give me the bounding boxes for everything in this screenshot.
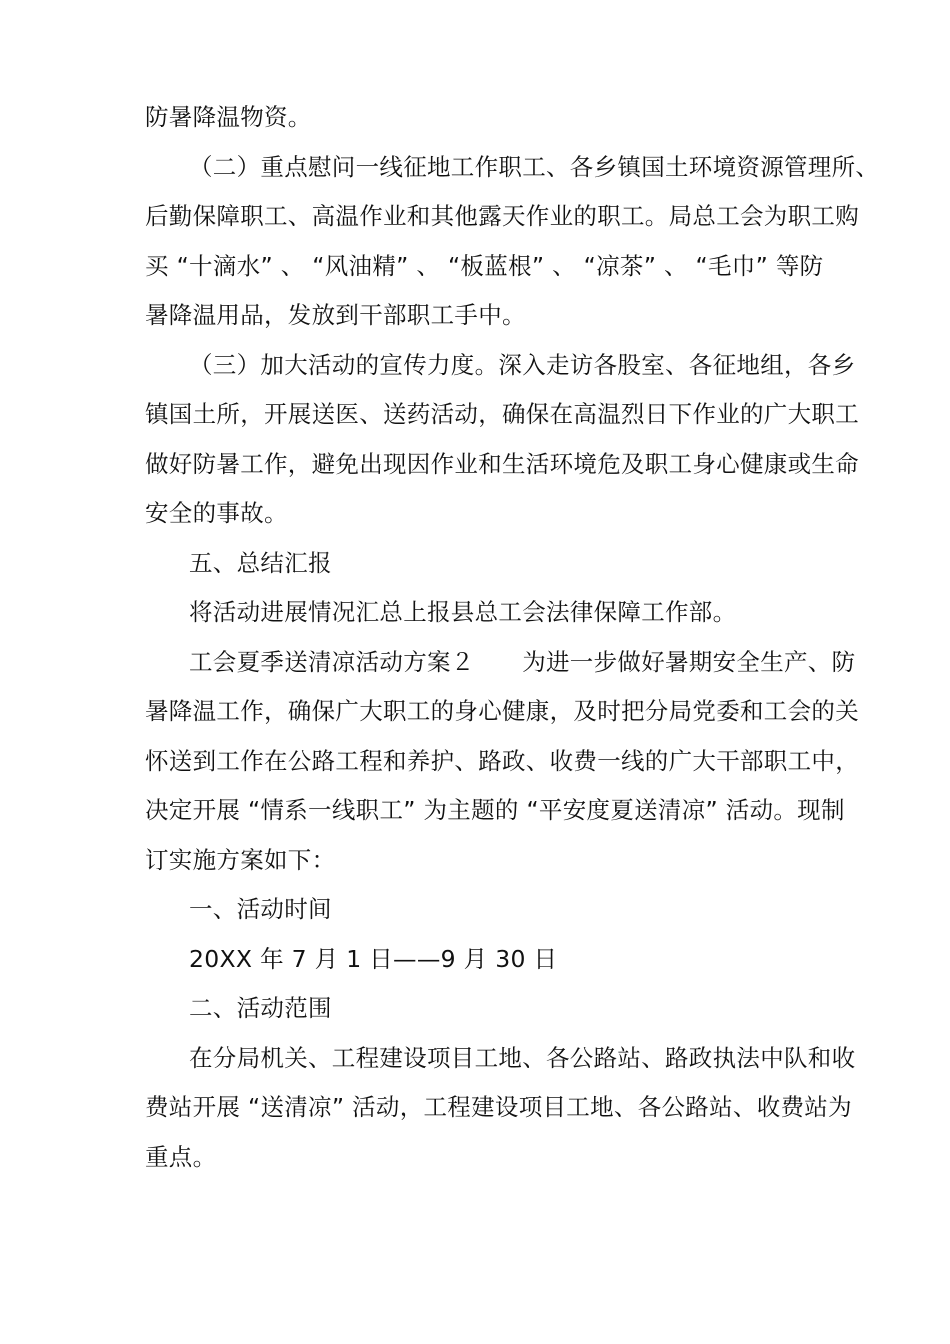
text-line: 将活动进展情况汇总上报县总工会法律保障工作部。 — [189, 598, 737, 626]
text-line: 订实施方案如下： — [145, 845, 336, 874]
text-line: 防暑降温物资。 — [145, 103, 312, 131]
text-line: 重点。 — [145, 1142, 217, 1171]
text-line: 暑降温工作，确保广大职工的身心健康，及时把分局党委和工会的关 — [145, 697, 859, 725]
text-line: 后勤保障职工、高温作业和其他露天作业的职工。局总工会为职工购 — [145, 202, 859, 230]
text-line: 暑降温用品，发放到干部职工手中。 — [145, 301, 526, 329]
text-line: （三）加大活动的宣传力度。深入走访各股室、各征地组，各乡 — [189, 350, 856, 379]
text-line: 在分局机关、工程建设项目工地、各公路站、路政执法中队和收 — [189, 1043, 856, 1072]
text-line: （二）重点慰问一线征地工作职工、各乡镇国土环境资源管理所、 — [189, 152, 880, 181]
text-line: 一、活动时间 — [189, 895, 332, 923]
text-line: 五、总结汇报 — [189, 548, 332, 577]
text-line: 20XX 年 7 月 1 日——9 月 30 日 — [189, 944, 558, 973]
document-body — [145, 93, 880, 1182]
text-line: 决定开展 “情系一线职工” 为主题的 “平安度夏送清凉” 活动。现制 — [145, 796, 845, 824]
text-line: 费站开展 “送清凉” 活动，工程建设项目工地、各公路站、收费站为 — [145, 1093, 852, 1121]
text-line: 二、活动范围 — [189, 994, 332, 1022]
text-line: 做好防暑工作，避免出现因作业和生活环境危及职工身心健康或生命 — [145, 449, 859, 478]
text-line: 买 “十滴水” 、 “风油精” 、 “板蓝根” 、 “凉茶” 、 “毛巾” 等防 — [145, 251, 824, 280]
text-line: 镇国土所，开展送医、送药活动，确保在高温烈日下作业的广大职工 — [145, 400, 859, 428]
text-line: 怀送到工作在公路工程和养护、路政、收费一线的广大干部职工中， — [145, 746, 859, 775]
text-line: 安全的事故。 — [145, 499, 288, 527]
text-line: 工会夏季送清凉活动方案２ 为进一步做好暑期安全生产、防 — [189, 647, 856, 676]
